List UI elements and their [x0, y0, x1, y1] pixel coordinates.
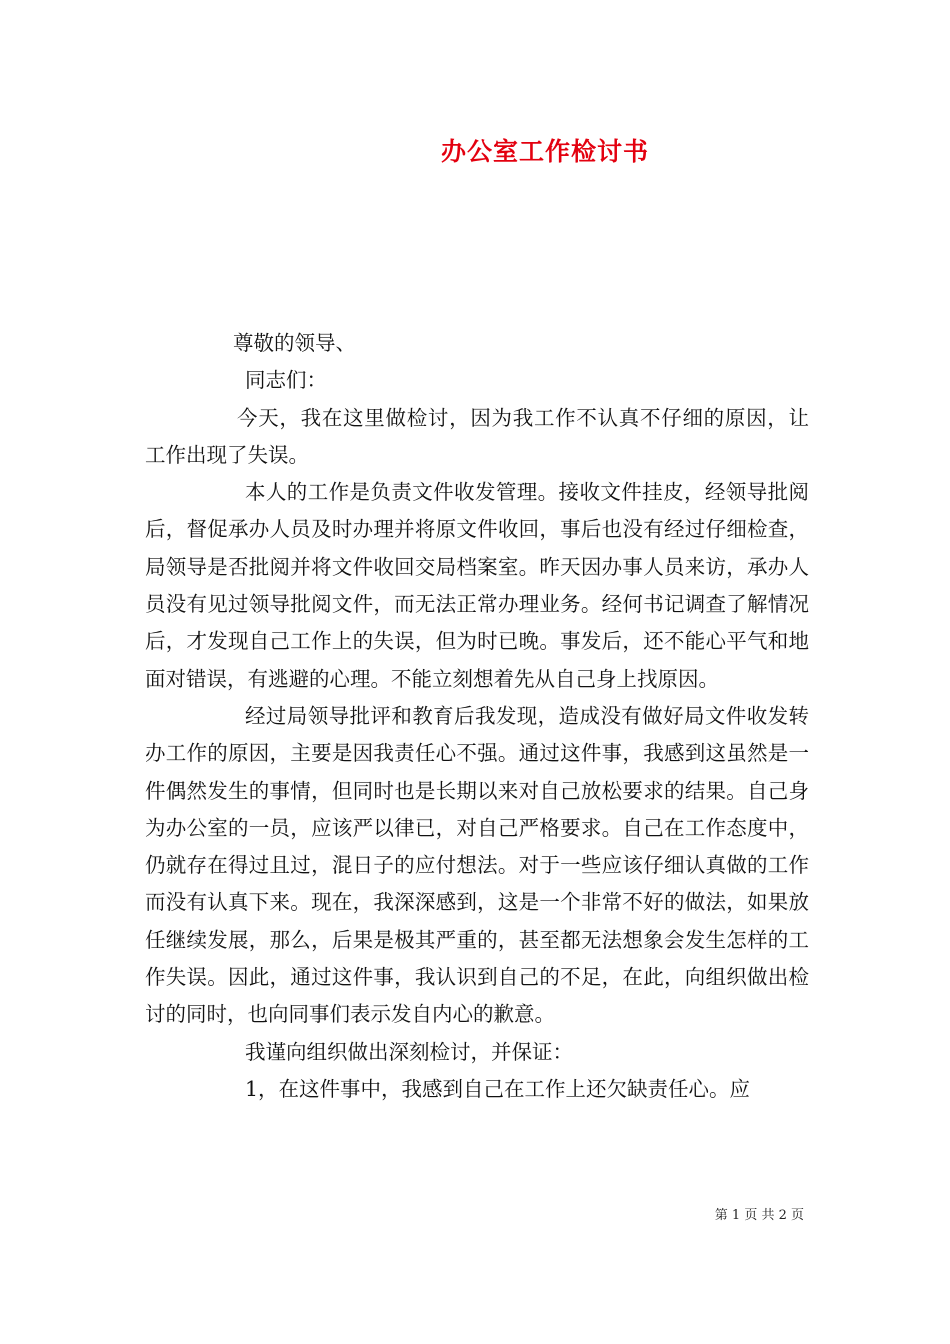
paragraph-1: 今天，我在这里做检讨，因为我工作不认真不仔细的原因，让工作出现了失误。	[145, 405, 809, 467]
document-title: 办公室工作检讨书	[440, 137, 649, 166]
greeting-line-2: 同志们：	[245, 368, 327, 393]
document-body	[145, 325, 809, 1108]
page-number-footer: 第 1 页 共 2 页	[714, 1208, 804, 1223]
paragraph-2: 本人的工作是负责文件收发管理。接收文件挂皮，经领导批阅后，督促承办人员及时办理并将原文件收回，事后也没有经过仔细检查，局领导是否批阅并将文件收回交局档案室。昨天因办事人员来访，承办人员没有见过领导批阅文件，而无法正常办理业务。经何书记调查了解情况后，才发现自己工作上的失误，但为时已晚。事发后，还不能心平气和地面对错误，有逃避的心理。不能立刻想着先从自己身上找原因。	[145, 480, 809, 691]
paragraph-3: 经过局领导批评和教育后我发现，造成没有做好局文件收发转办工作的原因，主要是因我责任心不强。通过这件事，我感到这虽然是一件偶然发生的事情，但同时也是长期以来对自己放松要求的结果。自己身为办公室的一员，应该严以律已，对自己严格要求。自己在工作态度中，仍就存在得过且过，混日子的应付想法。对于一些应该仔细认真做的工作而没有认真下来。现在，我深深感到，这是一个非常不好的做法，如果放任继续发展，那么，后果是极其严重的，甚至都无法想象会发生怎样的工作失误。因此，通过这件事，我认识到自己的不足，在此，向组织做出检讨的同时，也向同事们表示发自内心的歉意。	[145, 703, 809, 1027]
greeting-line-1: 尊敬的领导、	[233, 331, 356, 355]
paragraph-5: 1，在这件事中，我感到自己在工作上还欠缺责任心。应	[245, 1076, 751, 1101]
paragraph-4: 我谨向组织做出深刻检讨，并保证：	[245, 1039, 573, 1064]
